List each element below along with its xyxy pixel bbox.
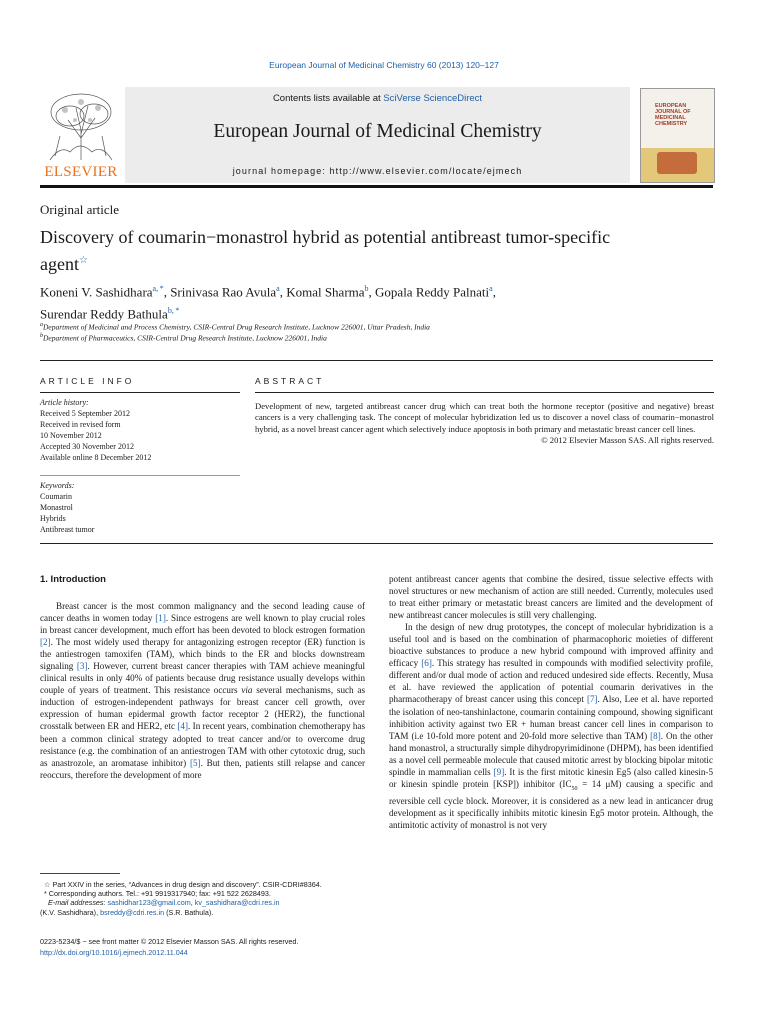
paragraph: Breast cancer is the most common malignancy and the second leading cause of cancer deaths in women today [1]. Since estrogens are well known to play crucial roles in breast cancer development, much effort has been devoted to block estrogen formation [2]. The most widely used therapy for antagonizing estrogen receptor (ER) function is the antiestrogen tamoxifen (TAM), which binds to the ER and blocks downstream signaling [3]. However, current breast cancer therapies with TAM achieve meaningful clinical results in only 40% of patients because drug resistance usually develops within couple of years of treatment. This resistance occurs via several mechanisms, such as induction of estrogen-independent pathways for breast cancer cell growth, over expression of human epidermal growth factor receptor 2 (HER2), the functional crosstalk between ER and HER2, etc [4]. In recent years, combination chemotherapy has been a common clinical strategy adopted to treat cancer and/or to overcome drug resistance (e.g. the combination of an antiestrogen TAM with other cytotoxic drug, such as anastrozole, an aromatase inhibitor) [5]. But then, patients still relapse and cancer reoccurs, therefore the development of more [40,601,366,780]
keywords: Keywords: Coumarin Monastrol Hybrids Antibreast tumor [40,481,95,534]
reference-link[interactable]: [7] [586,694,598,705]
contents-line: Contents lists available at SciVerse ScienceDirect [272,93,483,104]
reference-link[interactable]: [5] [190,757,201,768]
reference-link[interactable]: [3] [76,661,88,672]
reference-link[interactable]: [2] [40,637,51,648]
email-link[interactable]: bsreddy@cdri.res.in [100,907,165,917]
cover-title: EUROPEAN JOURNAL OF MEDICINAL CHEMISTRY [655,103,691,127]
paragraph: potent antibreast cancer agents that combine the desired, tissue selective effects with novel structures or new mechanism of action are still needed. Currently, molecules used to treat either primary or metastatic breast cancers are limited and the development of new antibreast cancer molecules is still very challenging. [389,574,713,621]
publisher-wordmark: ELSEVIER [44,164,118,180]
author-list: Koneni V. Sashidhara$^{a, *}$, Srinivasa Rao Avula$^a$, Komal Sharma$^b$, Gopala Reddy Palnati$^a$, Surendar Reddy Bathula$^{b, *}$ [40,284,496,322]
header-rule [40,185,713,188]
author: Surendar Reddy Bathula [40,306,168,322]
reference-link[interactable]: [9] [493,766,505,777]
keywords-rule [40,475,240,476]
article-title: Discovery of coumarin−monastrol hybrid as potential antibreast tumor-specific agent☆ [40,227,611,274]
title-footnote-star[interactable]: ☆ [78,255,88,266]
article-info-rule [40,392,240,393]
article-info-heading: ARTICLE INFO [40,376,135,386]
elsevier-logo [40,90,122,182]
author: Koneni V. Sashidhara [40,284,153,300]
body-column-left [40,600,365,781]
author: Komal Sharma [286,284,365,300]
email-link[interactable]: sashidhar123@gmail.com [107,898,191,908]
reference-link[interactable]: [8] [650,730,661,741]
abstract-copyright: © 2012 Elsevier Masson SAS. All rights reserved. [541,435,714,446]
article-history: Article history: Received 5 September 2012 Received in revised form 10 November 2012 Accepted 30 November 2012 Available online 8 December 2012 [40,398,152,462]
article-type: Original article [40,202,120,217]
footnote-star: ☆ Part XXIV in the series, “Advances in drug design and discovery”. CSIR-CDRI#8364. [40,880,322,889]
footnote-corresponding: * Corresponding authors. Tel.: +91 9919317940; fax: +91 522 2628493. [40,889,271,899]
title-rule [40,360,713,361]
footnote-rule [40,873,120,874]
author: Gopala Reddy Palnati [375,284,490,300]
reference-link[interactable]: [1] [155,613,166,624]
footnote-emails: E-mail addresses: sashidhar123@gmail.com, kv_sashidhara@cdri.res.in (K.V. Sashidhara), bsreddy@cdri.res.in (S.R. Bathula). [40,898,280,917]
affiliation: $^a$Department of Medicinal and Process Chemistry, CSIR-Central Drug Research Institute, Lucknow 226001, Uttar Pradesh, India [40,322,430,332]
footnotes [40,880,365,917]
abstract-rule [255,392,714,393]
body-column-right [389,573,713,831]
affiliation: $^b$Department of Pharmaceutics, CSIR-Central Drug Research Institute, Lucknow 226001, India [40,333,327,343]
journal-citation[interactable]: European Journal of Medicinal Chemistry 60 (2013) 120–127 [269,60,499,70]
section-heading-introduction: 1. Introduction [40,574,106,585]
doi-link[interactable]: http://dx.doi.org/10.1016/j.ejmech.2012.11.044 [40,947,188,957]
abstract-heading: ABSTRACT [255,376,325,386]
paragraph: In the design of new drug prototypes, the concept of molecular hybridization is a useful tool and is based on the combination of pharmacophoric moieties of different bioactive substances to produce a new hybrid compound with improved affinity and efficacy [6]. This strategy has resulted in compounds with modified selectivity profile, different and/or dual mode of action and reduced undesired side effects. Recently, Musa et al. have reviewed the application of potential coumarin derivatives in the pharmacotherapy of breast cancer using this concept [7]. Also, Lee et al. have reported the isolation of neo-tanshinlactone, coumarin containing compound, showing significant inhibition activity against two ER + human breast cancer cell lines in comparison to TAM (i.e 10-fold more potent and 20-fold more selective than TAM) [8]. On the other hand monastrol, a structurally simple dihydropyrimidinone (DHPM), has been identified as a novel cell permeable molecule that caused mitotic arrest by blocking bipolar mitotic spindle in mammalian cells [9]. It is the first mitotic kinesin Eg5 (also called kinesin-5 or kinesin spindle protein [KSP]) inhibitor ($IC_{50} = 14$ μM) causing a specific and reversible cell cycle block. Moreover, it is considered as a new lead in anticancer drug development as it specifically inhibits mitotic kinesin Eg5 motor protein. Although, the antimitotic activity of monastrol is not very [389,622,714,830]
issn-line: 0223-5234/$ − see front matter © 2012 Elsevier Masson SAS. All rights reserved. [40,937,299,946]
journal-homepage[interactable]: journal homepage: http://www.elsevier.com/locate/ejmech [232,166,523,176]
reference-link[interactable]: [4] [177,721,188,732]
author: Srinivasa Rao Avula [170,284,277,300]
journal-cover-thumbnail [640,88,715,183]
email-link[interactable]: kv_sashidhara@cdri.res.in [194,898,280,908]
abstract [255,401,714,447]
reference-link[interactable]: [6] [421,658,432,669]
abstract-text: Development of new, targeted antibreast cancer drug which can treat both the hormone receptor (positive and negative) breast cancers is a very challenging task. The concept of molecular hybridization led us to discover a novel class of coumarin−monastrol hybrid, as a novel breast cancer agent which selectively induce apoptosis in both primary and metastatic breast cancer cell lines. [255,401,714,434]
sciencedirect-link[interactable]: SciVerse ScienceDirect [383,93,483,104]
issn-block [40,937,380,959]
journal-title: European Journal of Medicinal Chemistry [213,121,542,142]
abstract-bottom-rule [40,543,713,544]
